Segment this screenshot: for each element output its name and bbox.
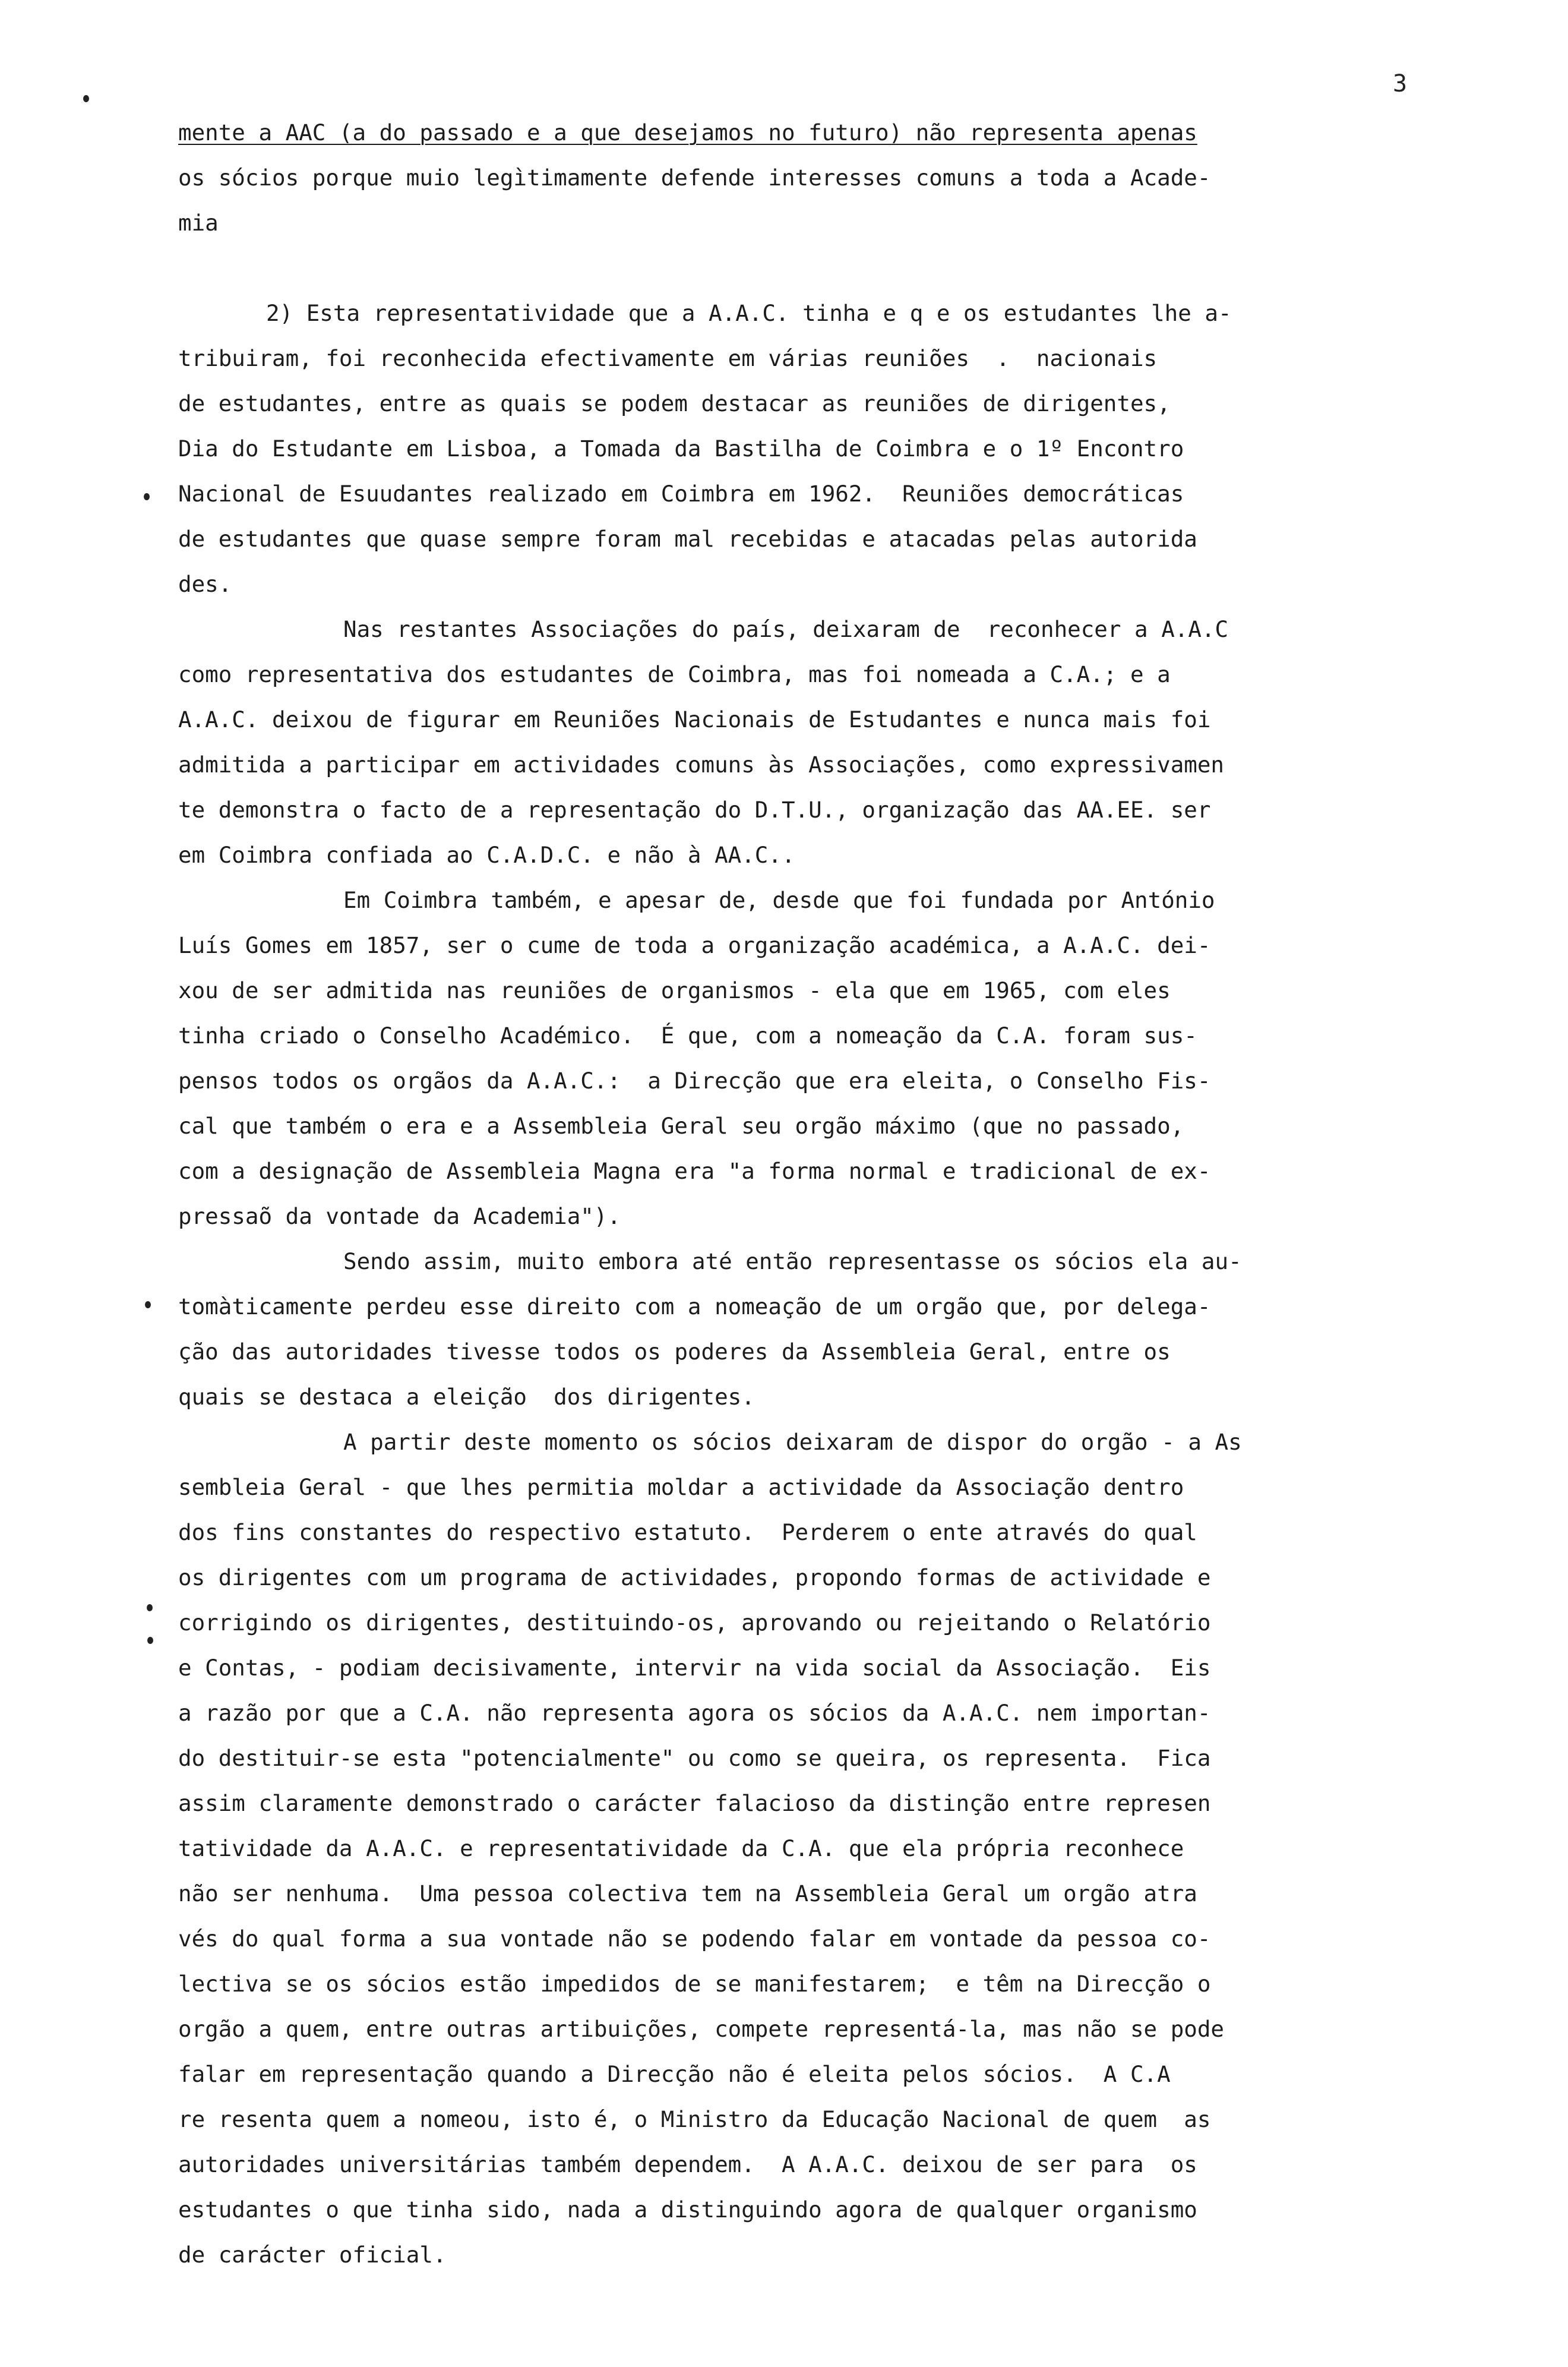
text-line: autoridades universitárias também dependem. A A.A.C. deixou de ser para os [178,2151,1197,2177]
text-line: 2) Esta representatividade que a A.A.C. tinha e q e os estudantes lhe a- [266,300,1232,326]
text-line: cal que também o era e a Assembleia Geral seu orgão máximo (que no passado, [178,1113,1184,1139]
text-line: tribuiram, foi reconhecida efectivamente em várias reuniões . nacionais [178,345,1158,371]
text-line: os dirigentes com um programa de actividades, propondo formas de actividade e [178,1564,1211,1590]
text-line: Luís Gomes em 1857, ser o cume de toda a organização académica, a A.A.C. dei- [178,932,1211,958]
text-line: A partir deste momento os sócios deixaram de dispor do orgão - a As [343,1429,1242,1455]
text-line: mente a AAC (a do passado e a que desejamos no futuro) não representa apenas [178,119,1197,146]
paragraph-associacoes [178,607,1437,878]
text-line: como representativa dos estudantes de Coimbra, mas foi nomeada a C.A.; e a [178,661,1171,687]
margin-mark [147,1637,153,1644]
paragraph-sendo-assim [178,1239,1437,1419]
text-line: tatividade da A.A.C. e representatividade da C.A. que ela própria reconhece [178,1835,1184,1861]
text-line: Dia do Estudante em Lisboa, a Tomada da Bastilha de Coimbra e o 1º Encontro [178,435,1184,462]
text-line: tinha criado o Conselho Académico. É que, com a nomeação da C.A. foram sus- [178,1022,1197,1049]
text-line: assim claramente demonstrado o carácter falacioso da distinção entre represen [178,1790,1211,1816]
margin-mark [147,1604,153,1611]
text-line: não ser nenhuma. Uma pessoa colectiva tem na Assembleia Geral um orgão atra [178,1880,1197,1907]
text-line: pensos todos os orgãos da A.A.C.: a Direcção que era eleita, o Conselho Fis- [178,1068,1211,1094]
paragraph-a-partir [178,1419,1437,2277]
text-line: lectiva se os sócios estão impedidos de se manifestarem; e têm na Direcção o [178,1971,1211,1997]
paragraph-2 [178,291,1437,607]
text-line: A.A.C. deixou de figurar em Reuniões Nacionais de Estudantes e nunca mais foi [178,706,1211,733]
text-line: falar em representação quando a Direcção não é eleita pelos sócios. A C.A [178,2061,1171,2087]
text-line: admitida a participar em actividades comuns às Associações, como expressivamen [178,752,1224,778]
text-line: Em Coimbra também, e apesar de, desde que foi fundada por António [343,887,1215,913]
text-line: des. [178,571,232,597]
text-line: te demonstra o facto de a representação do D.T.U., organização das AA.EE. ser [178,797,1211,823]
text-line: tomàticamente perdeu esse direito com a nomeação de um orgão que, por delega- [178,1293,1211,1320]
text-line: Sendo assim, muito embora até então representasse os sócios ela au- [343,1248,1242,1274]
text-line: dos fins constantes do respectivo estatuto. Perderem o ente através do qual [178,1519,1197,1545]
text-line: os sócios porque muio legìtimamente defende interesses comuns a toda a Acade- [178,165,1211,191]
text-line: Nacional de Esuudantes realizado em Coimbra em 1962. Reuniões democráticas [178,481,1184,507]
text-line: mia [178,210,219,236]
text-line: re resenta quem a nomeou, isto é, o Ministro da Educação Nacional de quem as [178,2106,1211,2132]
text-line: de estudantes, entre as quais se podem destacar as reuniões de dirigentes, [178,390,1171,416]
page-number: 3 [1393,70,1408,97]
text-line: de carácter oficial. [178,2242,447,2268]
text-line: em Coimbra confiada ao C.A.D.C. e não à AA.C.. [178,842,795,868]
text-line: quais se destaca a eleição dos dirigentes. [178,1384,755,1410]
margin-mark [145,1301,151,1308]
text-line: vés do qual forma a sua vontade não se podendo falar em vontade da pessoa co- [178,1926,1211,1952]
paragraph-coimbra [178,878,1437,1239]
text-line: corrigindo os dirigentes, destituindo-os, aprovando ou rejeitando o Relatório [178,1609,1211,1636]
text-line: orgão a quem, entre outras artibuições, compete representá-la, mas não se pode [178,2016,1224,2042]
margin-mark [144,493,150,500]
text-line: com a designação de Assembleia Magna era "a forma normal e tradicional de ex- [178,1158,1211,1184]
text-line: do destituir-se esta "potencialmente" ou como se queira, os representa. Fica [178,1745,1211,1771]
text-line: sembleia Geral - que lhes permitia moldar a actividade da Associação dentro [178,1474,1184,1500]
text-line: e Contas, - podiam decisivamente, intervir na vida social da Associação. Eis [178,1655,1211,1681]
text-line: ção das autoridades tivesse todos os poderes da Assembleia Geral, entre os [178,1339,1171,1365]
text-line: estudantes o que tinha sido, nada a distinguindo agora de qualquer organismo [178,2196,1197,2223]
body-text [178,110,1437,2277]
text-line: a razão por que a C.A. não representa agora os sócios da A.A.C. nem importan- [178,1700,1211,1726]
text-line: xou de ser admitida nas reuniões de organismos - ela que em 1965, com eles [178,977,1171,1003]
text-line: Nas restantes Associações do país, deixaram de reconhecer a A.A.C [343,616,1229,642]
text-line: de estudantes que quase sempre foram mal recebidas e atacadas pelas autorida [178,526,1197,552]
text-line: pressaõ da vontade da Academia"). [178,1203,621,1229]
margin-mark [83,95,89,102]
